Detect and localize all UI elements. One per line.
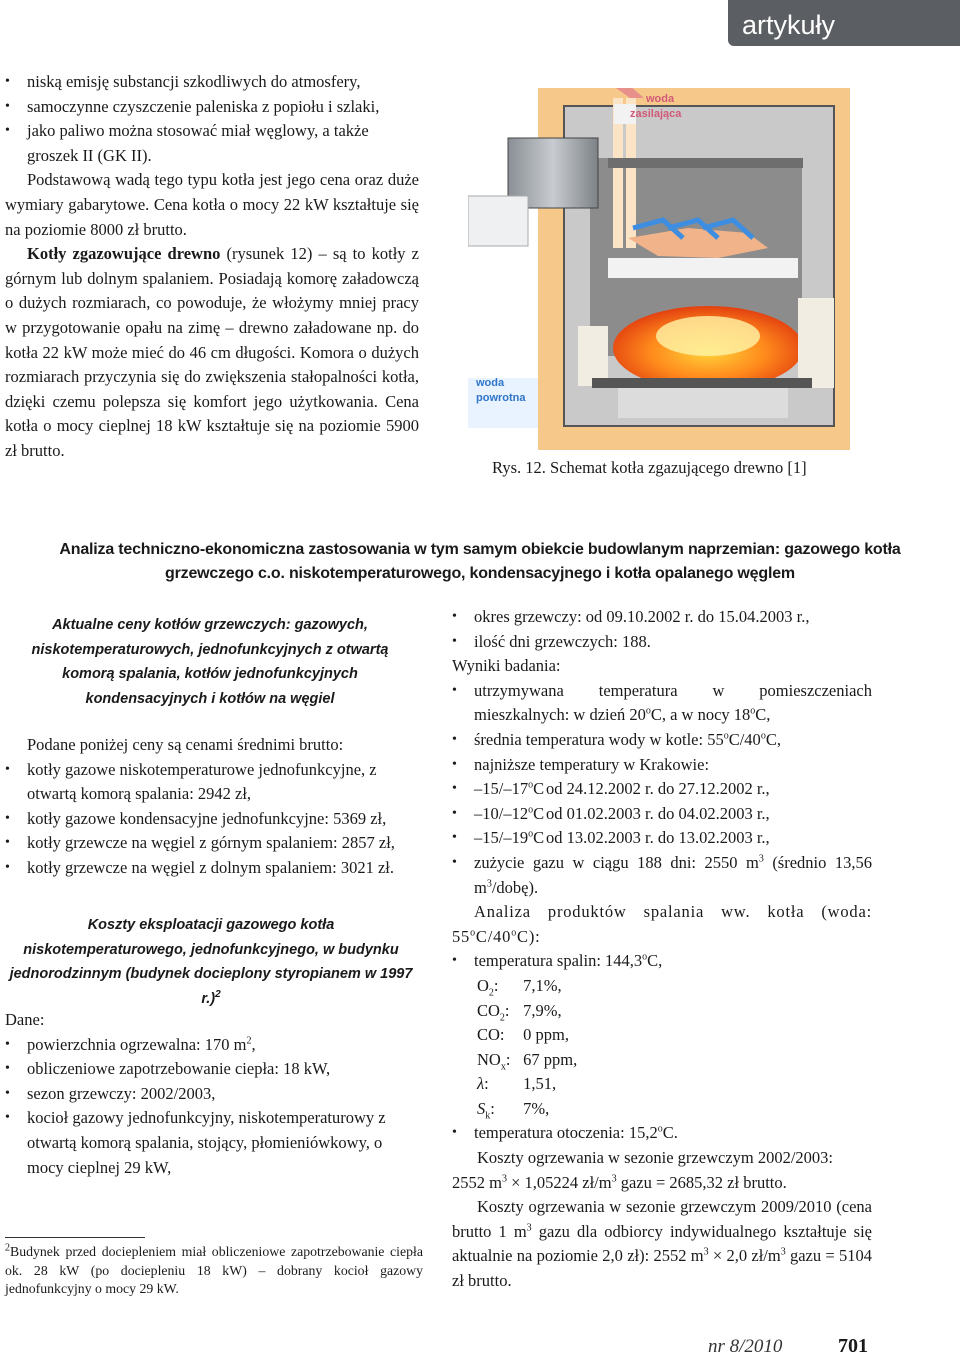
temperature: –15/–17: [474, 779, 529, 799]
degree: o: [642, 951, 648, 963]
text: C.: [662, 1123, 678, 1143]
prices-block: [5, 733, 423, 881]
list-item: • jako paliwo można stosować miał węglowy, a także groszek II (GK II).: [5, 119, 419, 168]
gas-name: S: [477, 1098, 486, 1118]
list-item: [452, 679, 872, 728]
gas-value: 67 ppm,: [523, 1049, 578, 1069]
degree: o: [645, 705, 651, 717]
gas-name: CO: [477, 1025, 500, 1045]
list-item: • okres grzewczy: od 09.10.2002 r. do 15.04.2003 r.,: [452, 605, 872, 630]
footnote: [5, 1243, 423, 1299]
text: Koszty ogrzewania w sezonie grzewczym 2009/2010 (cena brutto 1 m: [452, 1197, 872, 1241]
list-item: • –15/–17$^o$C od 24.12.2002 r. do 27.12.2002 r.,: [452, 777, 872, 802]
temperature: –10/–12: [474, 803, 529, 823]
gas-composition: [452, 974, 872, 1122]
gas-name: CO: [477, 1000, 500, 1020]
text: × 1,05224 zł/m: [506, 1172, 612, 1192]
paragraph: Podstawową wadą tego typu kotła jest jego cena oraz duże wymiary gabarytowe. Cena kotła o mocy 22 kW kształtuje się na poziomie 8000 zł brutto.: [5, 170, 419, 239]
list-item: • –10/–12$^o$C od 01.02.2003 r. do 04.02.2003 r.,: [452, 802, 872, 827]
date-range: od 24.12.2002 r. do 27.12.2002 r.,: [546, 779, 770, 799]
list-item: • najniższe temperatury w Krakowie:: [452, 753, 872, 778]
text: C/40: [728, 729, 761, 749]
paragraph: [5, 242, 419, 463]
gas-value: 0 ppm,: [523, 1025, 569, 1045]
footnote-number: 2: [5, 1242, 10, 1254]
text: C,: [765, 729, 781, 749]
text: średnia temperatura wody w kotle: 55: [474, 729, 724, 749]
list-item-text: powierzchnia ogrzewalna: 170 m: [27, 1034, 247, 1054]
subscript: 2: [499, 1011, 505, 1023]
list-item: • sezon grzewczy: 2002/2003,: [5, 1082, 423, 1107]
text: × 2,0 zł/m: [708, 1246, 781, 1266]
gas-row: $CO_2$: 7,9%,: [477, 1000, 562, 1023]
list-item: [452, 1121, 872, 1146]
text: C, a w nocy 18: [650, 705, 751, 725]
list-item: • obliczeniowe zapotrzebowanie ciepła: 18 kW,: [5, 1057, 423, 1082]
issue-number: nr 8/2010: [708, 1336, 783, 1357]
list-item: [452, 949, 872, 974]
cost-paragraph: [452, 1195, 872, 1293]
superscript: 3: [611, 1173, 617, 1185]
text: gazu = 5104 zł brutto.: [452, 1246, 872, 1291]
list-item: • kotły gazowe niskotemperaturowe jednofunkcyjne, z otwartą komorą spalania: 2942 zł,: [5, 758, 423, 807]
text: C,: [647, 951, 663, 971]
label-return: woda powrotna: [476, 377, 526, 404]
gas-value: 7,1%,: [523, 975, 562, 995]
text: 2552 m: [452, 1172, 502, 1192]
gas-value: 7,9%,: [523, 1000, 562, 1020]
gas-value: 1,51,: [523, 1074, 557, 1094]
subheading-text: Koszty eksploatacji gazowego kotła niskotemperaturowego, jednofunkcyjnego, w budynku jednorodzinnym (budynek docieplony styropianem w 1997 r.): [9, 917, 413, 1007]
list-item: • kocioł gazowy jednofunkcyjny, niskotemperaturowy z otwartą komorą spalania, stojący, płomieniówkowy, o mocy cieplnej 29 kW,: [5, 1106, 423, 1180]
prices-list: [5, 758, 423, 881]
text: gazu = 2685,32 zł brutto.: [616, 1172, 787, 1192]
gas-row: $NO_x$: 67 ppm,: [477, 1049, 578, 1072]
top-left-column: [5, 70, 419, 464]
results-label: Wyniki badania:: [452, 656, 561, 676]
subheading-prices: Aktualne ceny kotłów grzewczych: gazowych, niskotemperaturowych, jednofunkcyjnych z otwartą komorą spalania, kotłów jednofunkcyjnych kondensacyjnych i kotłów na węgiel: [31, 617, 389, 707]
text: gazu dla odbiorcy indywidualnego kształtuje się aktualnie na poziomie 2,0 zł): 2552 m: [452, 1221, 872, 1266]
degree: o: [723, 730, 729, 742]
text: C/40: [475, 926, 512, 946]
list-item-text: ,: [251, 1034, 256, 1054]
date-range: od 01.02.2003 r. do 04.02.2003 r.,: [546, 803, 770, 823]
list-item: [5, 1033, 423, 1058]
text: temperatura otoczenia: 15,2: [474, 1123, 658, 1143]
degree: o: [470, 927, 476, 939]
text: zużycie gazu w ciągu 188 dni: 2550 m: [474, 852, 759, 872]
right-column: [452, 605, 872, 1294]
text: utrzymywana temperatura w pomieszczeniach mieszkalnych: w dzień 20: [474, 680, 872, 725]
degree: o: [760, 730, 766, 742]
cost-paragraph: Koszty ogrzewania w sezonie grzewczym 2002/2003:: [477, 1148, 834, 1168]
list-item: [452, 851, 872, 900]
footnote-text: Budynek przed dociepleniem miał obliczeniowe zapotrzebowanie ciepła ok. 28 kW (po dociepleniu 18 kW) – dobrany kocioł gazowy jednofunkcyjny o mocy 29 kW.: [5, 1244, 423, 1296]
section-tag: artykuły: [728, 0, 960, 46]
gas-value: 7%,: [523, 1098, 550, 1118]
gas-name: O: [477, 975, 489, 995]
figure-caption: Rys. 12. Schemat kotła zgazującego drewno [1]: [492, 458, 807, 477]
text: /dobę).: [491, 877, 539, 897]
list-item: • –15/–19$^o$C od 13.02.2003 r. do 13.02.2003 r.,: [452, 826, 872, 851]
list-item: [452, 728, 872, 753]
ambient-list: [452, 1121, 872, 1146]
boiler-diagram: [468, 88, 852, 450]
list-item: • niską emisję substancji szkodliwych do atmosfery,: [5, 70, 419, 95]
results-list: [452, 679, 872, 900]
dane-block: [5, 1008, 423, 1180]
subscript: k: [485, 1110, 491, 1122]
superscript: 3: [526, 1222, 532, 1234]
superscript: 3: [780, 1246, 786, 1258]
cost-calculation: [452, 1171, 872, 1196]
temperature: –15/–19: [474, 828, 529, 848]
text: C,: [755, 705, 771, 725]
analysis-paragraph: [452, 900, 872, 949]
list-item: • kotły grzewcze na węgiel z górnym spalaniem: 2857 zł,: [5, 831, 423, 856]
list-item: • kotły grzewcze na węgiel z dolnym spalaniem: 3021 zł.: [5, 856, 423, 881]
degree: o: [511, 927, 518, 939]
superscript: 3: [758, 853, 764, 865]
gas-row: λ: 1,51,: [477, 1074, 557, 1094]
paragraph: Podane poniżej ceny są cenami średnimi brutto:: [27, 735, 344, 754]
gas-row: CO: 0 ppm,: [477, 1025, 569, 1045]
list-item: • ilość dni grzewczych: 188.: [452, 630, 872, 655]
features-list: [5, 70, 419, 168]
superscript: 3: [501, 1173, 507, 1185]
text: C):: [517, 926, 541, 946]
degree: o: [750, 705, 756, 717]
bold-term: Kotły zgazowujące drewno: [27, 244, 221, 264]
gas-name: NO: [477, 1049, 501, 1069]
degree: o: [528, 828, 534, 840]
text: temperatura spalin: 144,3: [474, 951, 643, 971]
flue-list: [452, 949, 872, 974]
degree: o: [528, 779, 534, 791]
degree: o: [657, 1123, 663, 1135]
dane-list: [5, 1033, 423, 1181]
superscript: 3: [703, 1246, 709, 1258]
label-supply: woda zasilająca: [630, 93, 682, 120]
paragraph-text: (rysunek 12) – są to kotły z górnym lub dolnym spalaniem. Posiadają komorę załadowczą o dużych rozmiarach, co powoduje, że włożymy mniej pracy w przygotowanie opału na zimę – drewno załadowane np. do kotła 22 kW może mieć do 46 cm długości. Komora o dużych rozmiarach przyczynia się do zwiększenia stałopalności kotła, dzięki czemu polepsza się komfort jego użytkowania. Cena kotła o mocy cieplnej 18 kW kształtuje się na poziomie 5900 zł brutto.: [5, 244, 419, 460]
superscript: 3: [486, 878, 492, 890]
text: Analiza produktów spalania ww. kotła (woda: 55: [452, 902, 872, 946]
footnote-ref: 2: [215, 988, 221, 1000]
subscript: x: [500, 1060, 506, 1072]
gas-row: $O_2$: 7,1%,: [477, 975, 562, 999]
season-list: [452, 605, 872, 654]
superscript: 2: [246, 1035, 252, 1047]
page-number: 701: [838, 1335, 868, 1357]
gas-row: $S_k$: 7%,: [477, 1098, 550, 1122]
degree: o: [528, 804, 534, 816]
gas-name: λ: [477, 1074, 485, 1094]
section-heading: Analiza techniczno-ekonomiczna zastosowania w tym samym obiekcie budowlanym naprzemian: gazowego kotła grzewczego c.o. niskotemperaturowego, kondensacyjnego i kotła opalanego węglem: [59, 541, 901, 582]
boiler-diagram-image: [468, 88, 852, 450]
text: (średnio 13,56 m: [474, 852, 872, 897]
list-item: • samoczynne czyszczenie paleniska z popiołu i szlaki,: [5, 95, 419, 120]
date-range: od 13.02.2003 r. do 13.02.2003 r.,: [546, 828, 770, 848]
subheading-costs: [6, 913, 416, 1011]
subscript: 2: [488, 987, 494, 999]
footnote-divider: [5, 1237, 145, 1238]
list-item: • kotły gazowe kondensacyjne jednofunkcyjne: 5369 zł,: [5, 807, 423, 832]
dane-label: Dane:: [5, 1010, 45, 1029]
